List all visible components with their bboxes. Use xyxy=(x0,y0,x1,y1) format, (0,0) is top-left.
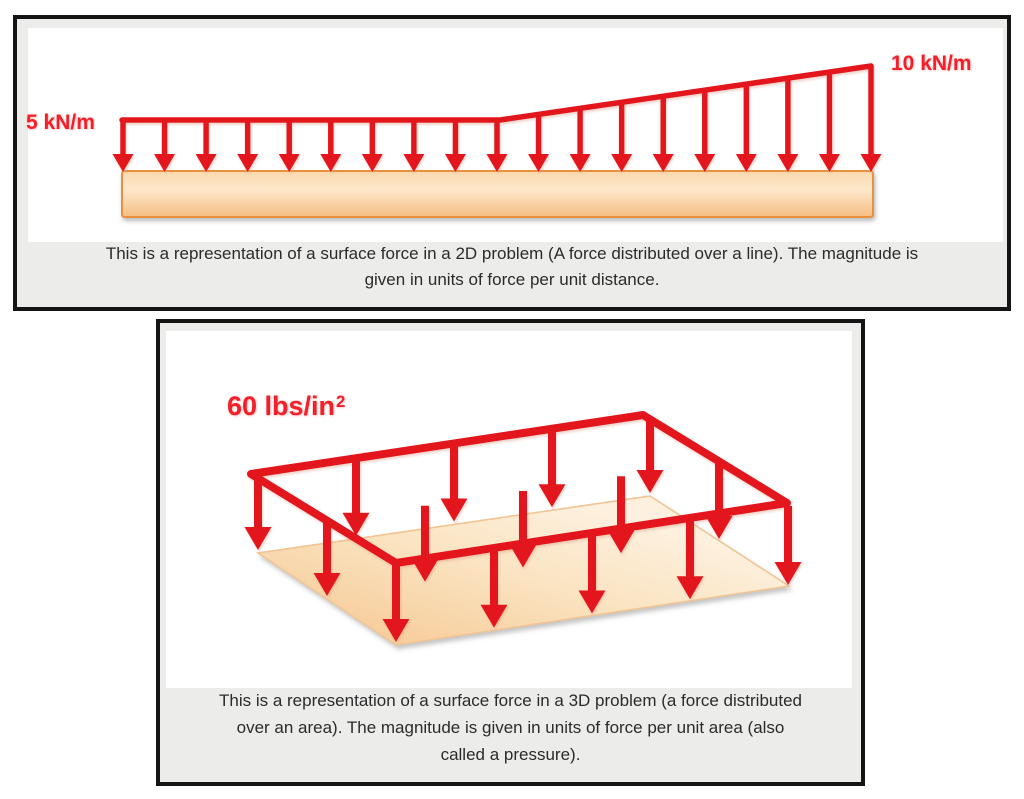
beam xyxy=(122,171,873,217)
pressure-magnitude-label xyxy=(227,391,345,422)
figure-3d-panel xyxy=(156,319,865,786)
load-magnitude-left-label: 5 kN/m xyxy=(26,111,95,134)
figure-2d-panel xyxy=(13,15,1011,311)
caption-3d-line3: called a pressure). xyxy=(440,745,581,764)
pressure-label-base: 60 lbs/in xyxy=(227,391,336,421)
caption-3d-line2: over an area). The magnitude is given in units of force per unit area (also xyxy=(236,718,785,737)
caption-2d-line2: given in units of force per unit distance. xyxy=(364,270,660,289)
caption-3d-line1: This is a representation of a surface force in a 3D problem (a force distributed xyxy=(218,691,802,710)
caption-3d xyxy=(160,687,861,768)
caption-2d xyxy=(17,241,1007,293)
load-magnitude-right-label: 10 kN/m xyxy=(891,52,972,75)
caption-2d-line1: This is a representation of a surface force in a 2D problem (A force distributed over a line). The magnitude is xyxy=(105,244,919,263)
pressure-label-exponent: 2 xyxy=(336,392,346,412)
